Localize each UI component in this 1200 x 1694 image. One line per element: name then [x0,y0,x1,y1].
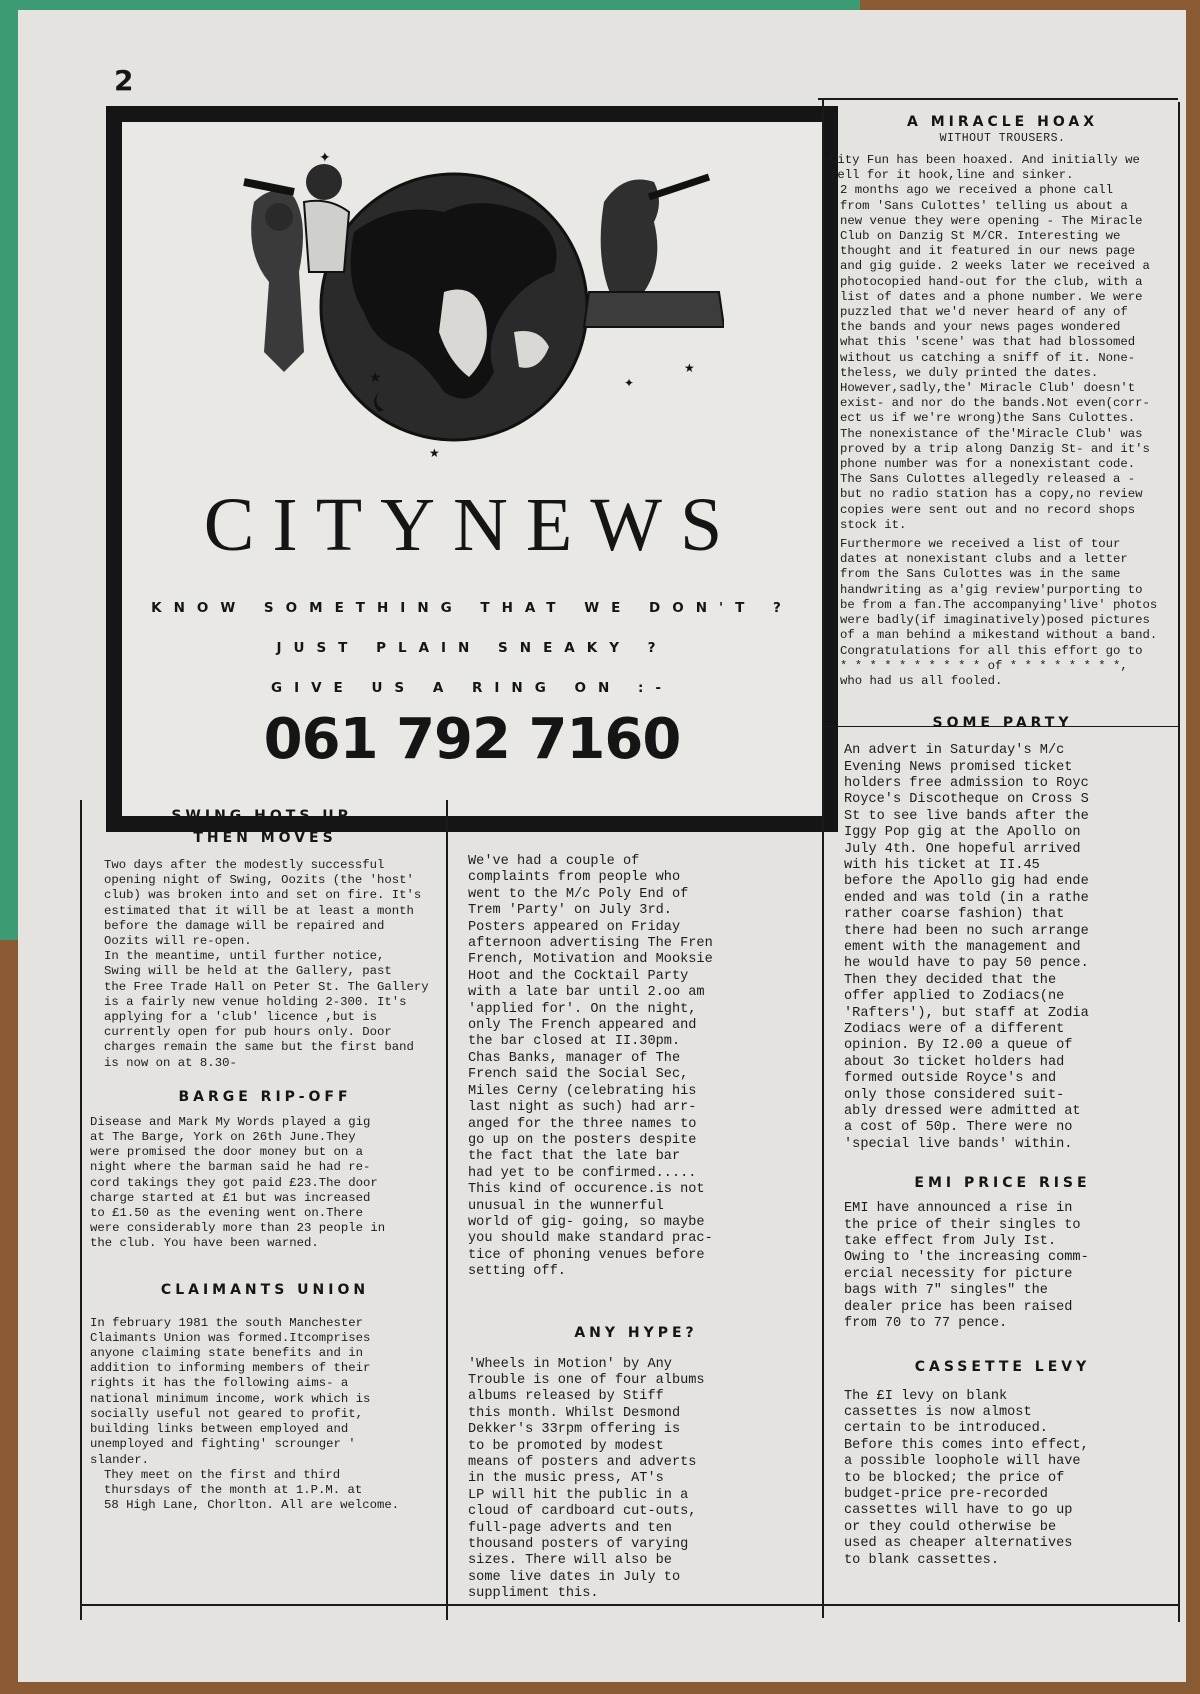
svg-text:✦: ✦ [624,376,635,390]
cassette-heading: CASSETTE LEVY [914,1358,1091,1375]
squid-heading: LIKE A WET SQUID [531,818,741,834]
claimants-heading: CLAIMANTS UNION [160,1281,370,1298]
hoax-heading: A MIRACLE HOAX [907,114,1098,130]
swing-paragraph-1: Two days after the modestly successful opening night of Swing, Oozits (the 'host' club) was broken into and set on fire. It's estimated that it will be at least a month before the damage will be repaired and Oozits will re-open. [104,858,422,949]
hype-heading: ANY HYPE? [574,1324,698,1341]
barge-heading: BARGE RIP-OFF [178,1088,352,1105]
claimants-paragraph-2: They meet on the first and third thursdays of the month at 1.P.M. at 58 High Lane, Chorlton. All are welcome. [104,1467,400,1513]
page-number: 2 [114,64,134,97]
svg-text:★: ★ [684,361,695,375]
top-rule-right [818,98,1178,100]
ad-title: CITYNEWS [203,483,741,567]
citynews-advert [106,106,838,832]
page-rule-left [80,800,82,1620]
ad-phone-number: 061 792 7160 [263,707,681,772]
emi-paragraph: EMI have announced a rise in the price of their singles to take effect from July Ist. Owing to 'the increasing comm- ercial necessity for picture bags with 7" singles" the dealer price has been raised from 70 to 77 pence. [844,1201,1089,1332]
column-rule-middle [446,800,448,1620]
globe-illustration [184,142,724,472]
ad-line-2: JUST PLAIN SNEAKY ? [276,640,668,656]
squid-paragraph: We've had a couple of complaints from people who went to the M/c Poly End of Trem 'Party' on July 3rd. Posters appeared on Friday afternoon advertising The Fren French, Motivation and Mooksie Hoot and the Cocktail Party with a late bar until 2.oo am 'applied for'. On the night, only The French appeared and the bar closed at II.30pm. Chas Banks, manager of The French said the Social Sec, Miles Cerny (celebrating his last night as such) had arr- anged for the three names to go up on the posters despite the fact that the late bar had yet to be confirmed..... This kind of occurence.is not unusual in the wunnerful world of gig- going, so maybe you should make standard prac- tice of phoning venues before setting off. [468,854,713,1280]
barge-paragraph: Disease and Mark My Words played a gig at The Barge, York on 26th June.They were promised the door money but on a night where the barman said he had re- cord takings they got paid £23.The door charge started at £1 but was increased to £1.50 as the evening went on.There were considerably more than 23 people in the club. You have been warned. [90,1114,386,1251]
column-left [90,808,440,1513]
party-heading: SOME PARTY [932,715,1073,732]
claimants-paragraph-1: In february 1981 the south Manchester Claimants Union was formed.Itcomprises anyone claiming state benefits and in addition to informing members of their rights it has the following aims- a national minimum income, work which is socially useful not geared to profit, building links between employed and unemployed and fighting' scrounger ' slander. [90,1315,371,1467]
hoax-paragraph-1: City Fun has been hoaxed. And initially we fell for it hook,line and sinker. [830,153,1140,183]
swing-heading-2: THEN MOVES [193,830,337,846]
ad-line-1: KNOW SOMETHING THAT WE DON'T ? [151,600,793,616]
page-rule-right [1178,102,1180,1622]
hoax-paragraph-2: 2 months ago we received a phone call from 'Sans Culottes' telling us about a new venue they were opening - The Miracle Club on Danzig St M/CR. Interesting we thought and it featured in our news page and gig guide. 2 weeks later we received a photocopied hand-out for the club, with a list of dates and a phone number. We were puzzled that we'd never heard of any of the bands and your news pages wondered what this 'scene' was that had blossomed without us catching a sniff of it. None- theless, we duly printed the dates. [840,183,1150,380]
swing-heading-1: SWING HOTS UP, [171,808,359,824]
swing-paragraph-2: In the meantime, until further notice, Swing will be held at the Gallery, past the Free Trade Hall on Peter St. The Gallery is a fairly new venue holding 2-300. It's applying for a 'club' licence ,but is currently open for pub hours only. Door charges remain the same but the first band is now on at 8.30- [104,949,429,1070]
newsletter-page [18,10,1186,1682]
bottom-rule [80,1604,1180,1606]
column-middle [456,818,816,1603]
column-right [830,114,1175,1569]
hoax-paragraph-5: Congratulations for all this effort go to * * * * * * * * * * of * * * * * * * *, who had us all fooled. [840,643,1143,688]
emi-heading: EMI PRICE RISE [914,1175,1091,1192]
ad-line-3: GIVE US A RING ON :- [271,680,673,696]
cassette-paragraph: The £I levy on blank cassettes is now almost certain to be introduced. Before this comes into effect, a possible loophole will have to be blocked; the price of budget-price pre-recorded cassettes will have to go up or they could otherwise be used as cheaper alternatives to blank cassettes. [844,1388,1089,1568]
hype-paragraph: 'Wheels in Motion' by Any Trouble is one of four albums albums released by Stiff this month. Whilst Desmond Dekker's 33rpm offering is to be promoted by modest means of posters and adverts in the music press, AT's LP will hit the public in a cloud of cardboard cut-outs, full-page adverts and ten thousand posters of varying sizes. There will also be some live dates in July to suppliment this. [468,1356,705,1602]
svg-text:✦: ✦ [319,150,331,166]
hoax-subheading: WITHOUT TROUSERS. [939,132,1066,145]
column-rule-right [822,98,824,1618]
svg-text:★: ★ [369,370,382,386]
hoax-paragraph-3: However,sadly,the' Miracle Club' doesn't exist- and nor do the bands.Not even(corr- ect us if we're wrong)the Sans Culottes. The nonexistance of the'Miracle Club' was proved by a trip along Danzig St- and it's phone number was for a nonexistant code. The Sans Culottes allegedly released a - but no radio station has a copy,no review copies were sent out and no record shops stock it. [840,381,1150,532]
svg-text:★: ★ [429,446,440,460]
party-paragraph: An advert in Saturday's M/c Evening News promised ticket holders free admission to Royc Royce's Discotheque on Cross S St to see live bands after the Iggy Pop gig at the Apollo on July 4th. One hopeful arrived with his ticket at II.45 before the Apollo gig had ende ended and was told (in a rathe rather coarse fashion) that there had been no such arrange ement with the management and he would have to pay 50 pence. Then they decided that the offer applied to Zodiacs(ne 'Rafters'), but staff at Zodia Zodiacs were of a different opinion. By I2.00 a queue of about 3o ticket holders had formed outside Royce's and only those considered suit- ably dressed were admitted at a cost of 50p. There were no 'special live bands' within. [844,743,1089,1152]
hoax-paragraph-4: Furthermore we received a list of tour dates at nonexistant clubs and a letter from the Sans Culottes was in the same handwriting as a'gig review'purporting to be from a fan.The accompanying'live' photos were badly(if imaginatively)posed pictures of a man behind a mikestand without a band. [840,537,1158,643]
